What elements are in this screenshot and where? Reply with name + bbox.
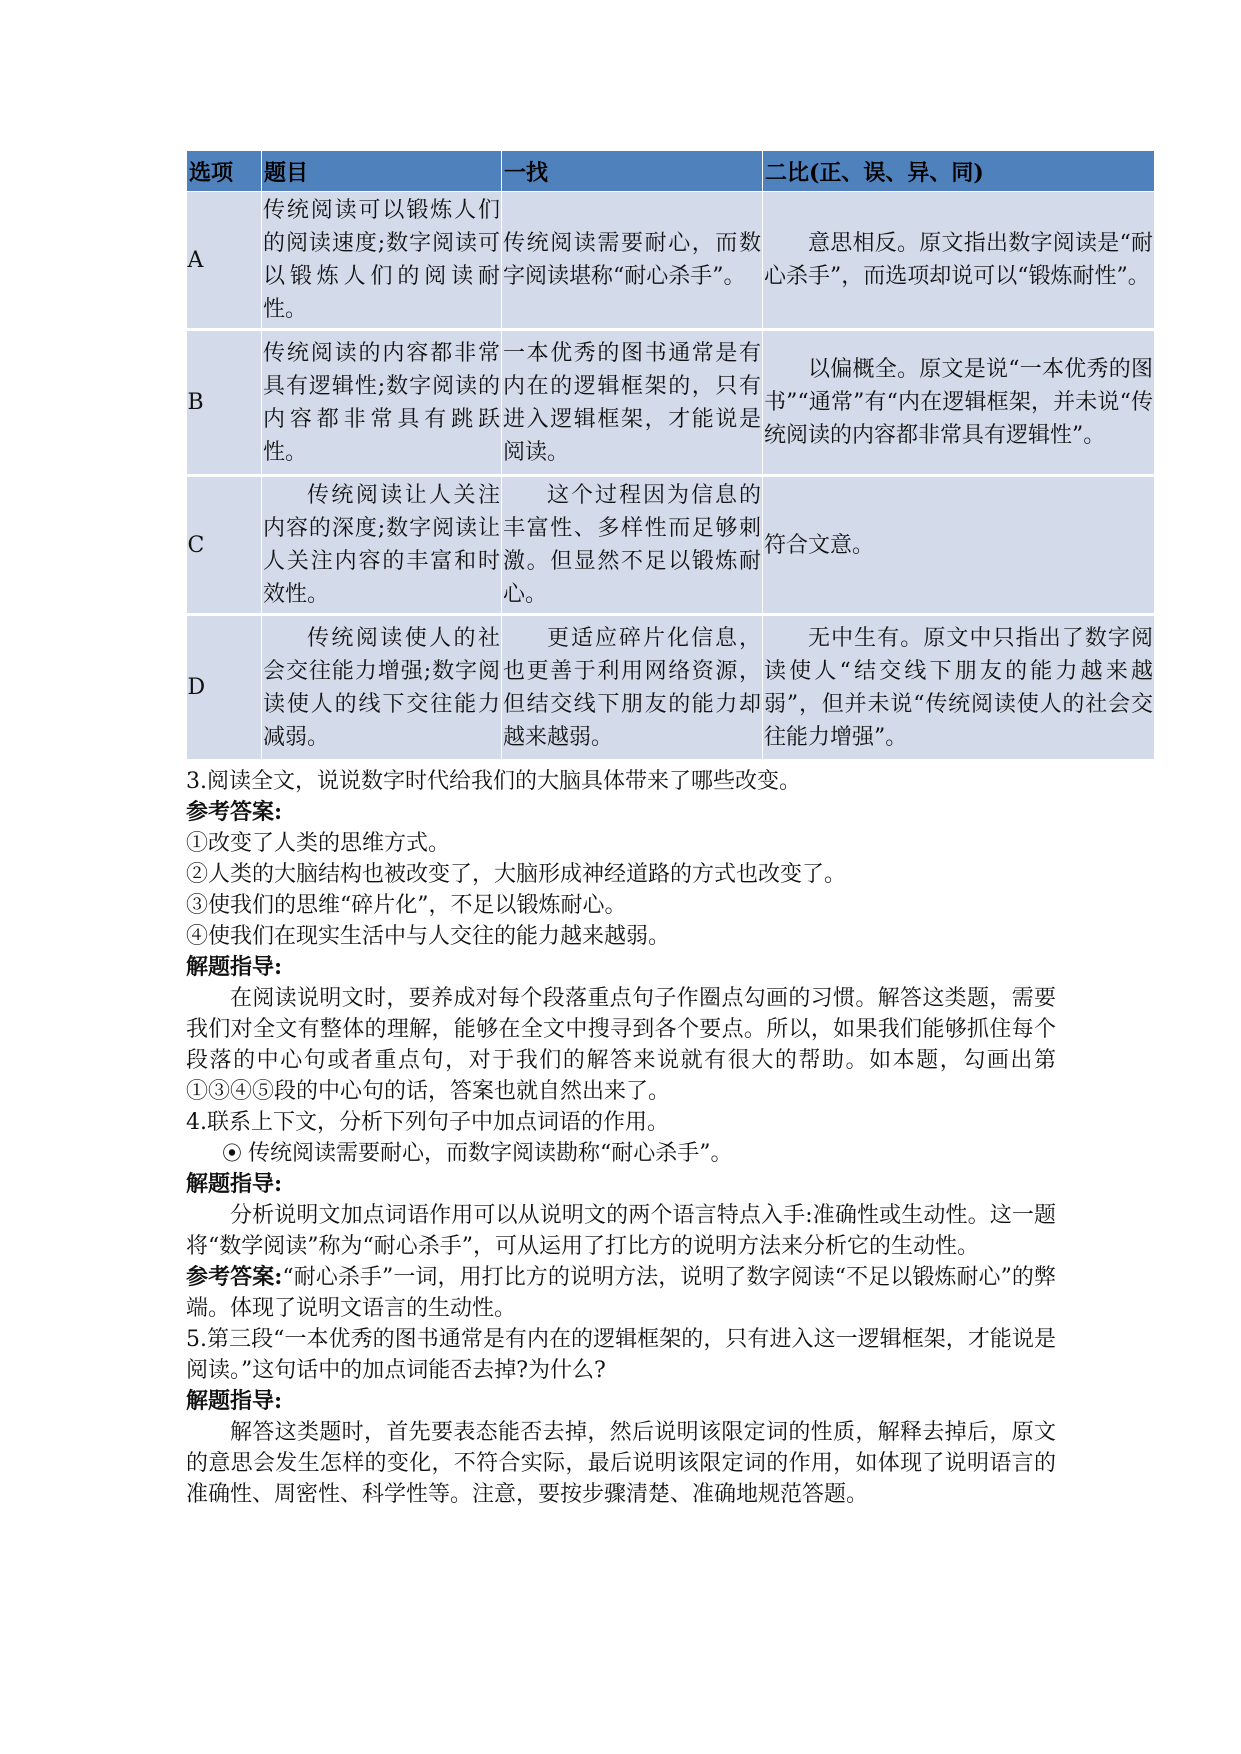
q4-guide-label: 解题指导: [186, 1171, 283, 1197]
row-find: 这个过程因为信息的丰富性、多样性而足够刺激。但显然不足以锻炼耐心。 [502, 476, 763, 615]
row-find: 一本优秀的图书通常是有内在的逻辑框架的，只有进入逻辑框架，才能说是阅读。 [502, 330, 763, 476]
row-question: 传统阅读使人的社会交往能力增强;数字阅读使人的线下交往能力减弱。 [262, 615, 502, 761]
radio-bullet-icon: ⦿ [222, 1141, 242, 1165]
row-question: 传统阅读可以锻炼人们的阅读速度;数字阅读可以锻炼人们的阅读耐性。 [262, 192, 502, 330]
q4-answer-text: “耐心杀手”一词，用打比方的说明方法，说明了数字阅读“不足以锻炼耐心”的弊端。体现了说明文语言的生动性。 [186, 1265, 1057, 1321]
q3-answer-label: 参考答案: [186, 799, 283, 825]
row-find: 更适应碎片化信息，也更善于利用网络资源，但结交线下朋友的能力却越来越弱。 [502, 615, 763, 761]
row-option: C [187, 476, 262, 615]
q4-answer-label: 参考答案: [186, 1264, 283, 1290]
q4-bullet [186, 1138, 1056, 1169]
row-find: 传统阅读需要耐心，而数字阅读堪称“耐心杀手”。 [502, 192, 763, 330]
header-find: 一找 [502, 151, 763, 192]
table-row [187, 615, 1155, 761]
header-compare: 二比(正、误、异、同) [763, 151, 1155, 192]
row-option: B [187, 330, 262, 476]
table-row [187, 330, 1155, 476]
q3-answer-4: ④使我们在现实生活中与人交往的能力越来越弱。 [186, 924, 671, 949]
row-question: 传统阅读让人关注内容的深度;数字阅读让人关注内容的丰富和时效性。 [262, 476, 502, 615]
table-row [187, 192, 1155, 330]
table-row [187, 476, 1155, 615]
row-question: 传统阅读的内容都非常具有逻辑性;数字阅读的内容都非常具有跳跃性。 [262, 330, 502, 476]
options-table [186, 150, 1155, 762]
q3-answer-1: ①改变了人类的思维方式。 [186, 831, 451, 856]
row-compare: 无中生有。原文中只指出了数字阅读使人“结交线下朋友的能力越来越弱”，但并未说“传统阅读使人的社会交往能力增强”。 [763, 615, 1155, 761]
q3-answer-2: ②人类的大脑结构也被改变了，大脑形成神经道路的方式也改变了。 [186, 862, 847, 887]
row-option: A [187, 192, 262, 330]
q3-guide-label: 解题指导: [186, 954, 283, 980]
q5-guide: 解答这类题时，首先要表态能否去掉，然后说明该限定词的性质，解释去掉后，原文的意思会发生怎样的变化，不符合实际，最后说明该限定词的作用，如体现了说明语言的准确性、周密性、科学性等。注意，要按步骤清楚、准确地规范答题。 [186, 1420, 1056, 1507]
q4-question: 4.联系上下文，分析下列句子中加点词语的作用。 [186, 1110, 669, 1135]
header-question: 题目 [262, 151, 502, 192]
q3-guide: 在阅读说明文时，要养成对每个段落重点句子作圈点勾画的习惯。解答这类题，需要我们对全文有整体的理解，能够在全文中搜寻到各个要点。所以，如果我们能够抓住每个段落的中心句或者重点句，对于我们的解答来说就有很大的帮助。如本题，勾画出第①③④⑤段的中心句的话，答案也就自然出来了。 [186, 986, 1056, 1104]
row-compare: 意思相反。原文指出数字阅读是“耐心杀手”，而选项却说可以“锻炼耐性”。 [763, 192, 1155, 330]
q4-guide: 分析说明文加点词语作用可以从说明文的两个语言特点入手:准确性或生动性。这一题将“数学阅读”称为“耐心杀手”，可从运用了打比方的说明方法来分析它的生动性。 [186, 1203, 1056, 1259]
header-option: 选项 [187, 151, 262, 192]
q5-guide-label: 解题指导: [186, 1388, 283, 1414]
document-page [186, 150, 1154, 1510]
q3-answer-3: ③使我们的思维“碎片化”，不足以锻炼耐心。 [186, 893, 627, 918]
row-compare: 符合文意。 [763, 476, 1155, 615]
q4-bullet-sentence: 传统阅读需要耐心，而数字阅读勘称“耐心杀手”。 [248, 1141, 733, 1166]
table-header-row [187, 151, 1155, 192]
q3-question: 3.阅读全文，说说数字时代给我们的大脑具体带来了哪些改变。 [186, 769, 801, 794]
row-compare: 以偏概全。原文是说“一本优秀的图书”“通常”有“内在逻辑框架，并未说“传统阅读的内容都非常具有逻辑性”。 [763, 330, 1155, 476]
q4-answer [186, 1262, 1056, 1324]
row-option: D [187, 615, 262, 761]
body-text [186, 766, 1056, 1510]
q5-question: 5.第三段“一本优秀的图书通常是有内在的逻辑框架的，只有进入这一逻辑框架，才能说是阅读。”这句话中的加点词能否去掉?为什么? [186, 1327, 1056, 1383]
